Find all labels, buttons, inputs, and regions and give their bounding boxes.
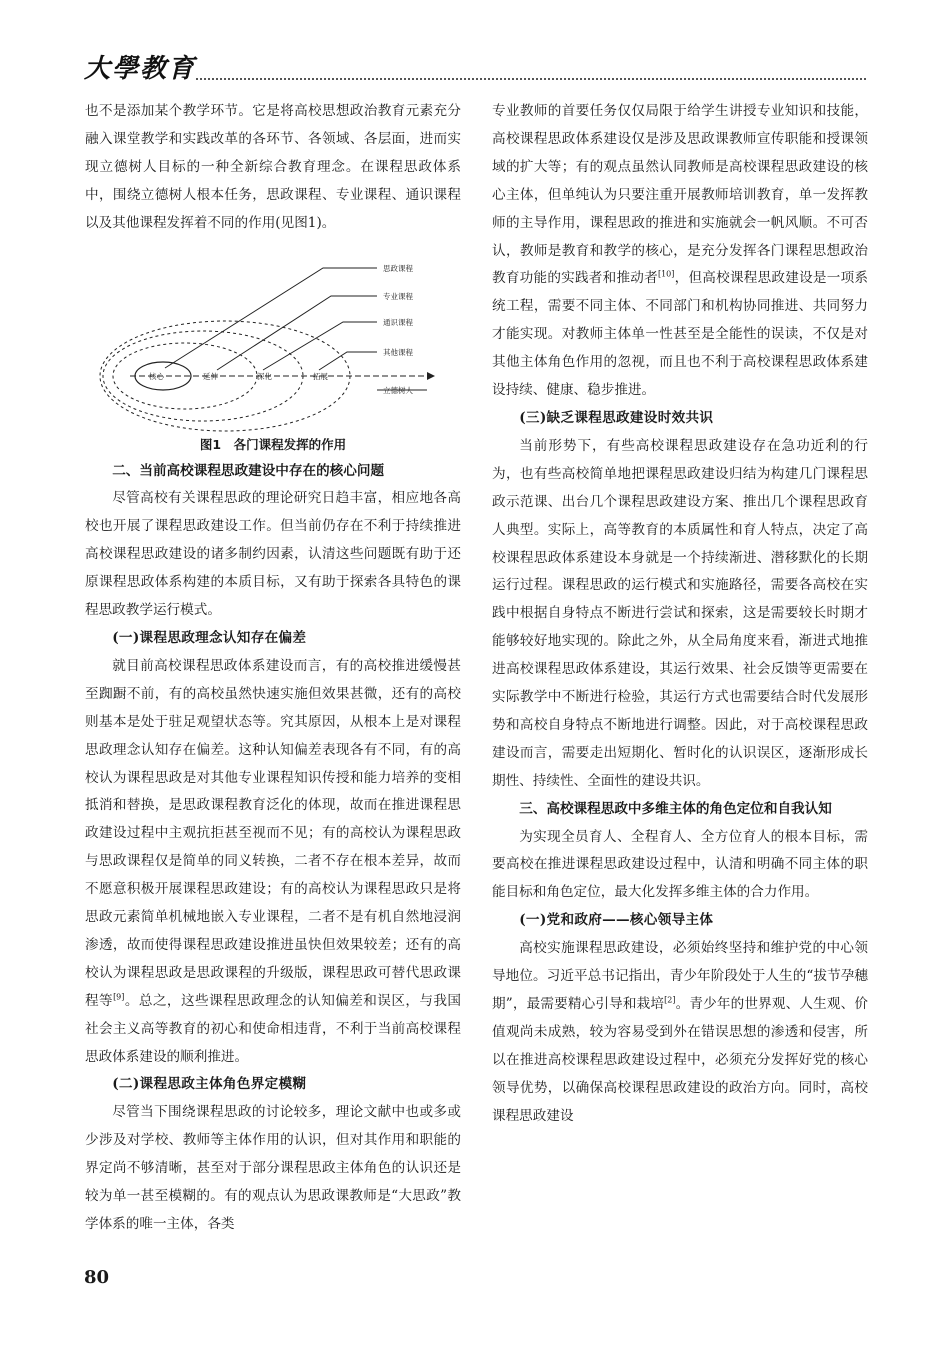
axis-word-expand: 拓展 [313, 371, 328, 381]
paragraph: 高校实施课程思政建设，必须始终坚持和维护党的中心领导地位。习近平总书记指出，青少年阶段处于人生的“拔节孕穗期”，最需要精心引导和栽培[2]。青少年的世界观、人生观、价值观尚未成熟，较为容易受到外在错误思想的渗透和侵害，所以在推进高校课程思政建设过程中，必须充分发挥好党的核心领导优势，以确保高校课程思政建设的政治方向。同时，高校课程思政建设 [492, 940, 869, 1124]
paragraph: 当前形势下，有些高校课程思政建设存在急功近利的行为，也有些高校简单地把课程思政建设归结为构建几门课程思政示范课、出台几个课程思政建设方案、推出几个课程思政育人典型。实际上，高等教育的本质属性和育人特点，决定了高校课程思政体系建设本身就是一个持续渐进、潜移默化的长期运行过程。课程思政的运行模式和实施路径，需要各高校在实践中根据自身特点不断进行尝试和探索，这是需要较长时期才能够较好地实现的。除此之外，从全局角度来看，渐进式地推进高校课程思政体系建设，其运行效果、社会反馈等更需要在实际教学中不断进行检验，其运行方式也需要结合时代发展形势和高校自身特点不断地进行调整。因此，对于高校课程思政建设而言，需要走出短期化、暂时化的认识误区，逐渐形成长期性、持续性、全面性的建设共识。 [492, 437, 868, 789]
label-qita: 其他课程 [383, 347, 413, 357]
subsection-heading: (二)课程思政主体角色界定模糊 [112, 1076, 307, 1093]
section-heading: 二、当前高校课程思政建设中存在的核心问题 [112, 462, 385, 479]
paragraph: 尽管当下围绕课程思政的讨论较多，理论文献中也或多或少涉及对学校、教师等主体作用的认识，但对其作用和职能的界定尚不够清晰，甚至对于部分课程思政主体角色的认识还是较为单一甚至模糊的。有的观点认为思政课教师是“大思政”教学体系的唯一主体，各类 [85, 1104, 461, 1232]
paragraph: 专业教师的首要任务仅仅局限于给学生讲授专业知识和技能，高校课程思政体系建设仅是涉及思政课教师宣传职能和授课领域的扩大等；有的观点虽然认同教师是高校课程思政建设的核心主体，但单纯认为只要注重开展教师培训教育，单一发挥教师的主导作用，课程思政的推进和实施就会一帆风顺。不可否认，教师是教育和教学的核心，是充分发挥各门课程思想政治教育功能的实践者和推动者[10]，但高校课程思政建设是一项系统工程，需要不同主体、不同部门和机构协同推进、共同努力才能实现。对教师主体单一性甚至是全能性的误读，不仅是对其他主体角色作用的忽视，而且也不利于高校课程思政体系建设持续、健康、稳步推进。 [492, 103, 869, 399]
paragraph: 为实现全员育人、全程育人、全方位育人的根本目标，需要高校在推进课程思政建设过程中，认清和明确不同主体的职能目标和角色定位，最大化发挥多维主体的合力作用。 [492, 828, 868, 901]
subsection-heading: (三)缺乏课程思政建设时效共识 [519, 409, 714, 426]
section-heading: 三、高校课程思政中多维主体的角色定位和自我认知 [519, 800, 832, 817]
citation: [10] [657, 269, 675, 279]
subsection-heading: (一)党和政府——核心领导主体 [519, 912, 714, 929]
label-sizheng: 思政课程 [383, 263, 413, 273]
left-column [85, 98, 461, 1239]
axis-word-deepen: 深化 [257, 371, 272, 381]
citation: [9] [113, 992, 125, 1002]
paragraph: 尽管高校有关课程思政的理论研究日趋丰富，相应地各高校也开展了课程思政建设工作。但当前仍存在不利于持续推进高校课程思政建设的诸多制约因素，认清这些问题既有助于还原课程思政体系构建的本质目标，又有助于探索各具特色的课程思政教学运行模式。 [85, 490, 461, 619]
paragraph: 就目前高校课程思政体系建设而言，有的高校推进缓慢甚至踟蹰不前，有的高校虽然快速实施但效果甚微，还有的高校则基本是处于驻足观望状态等。究其原因，从根本上是对课程思政理念认知存在偏差。这种认知偏差表现各有不同，有的高校认为课程思政是对其他专业课程知识传授和能力培养的变相抵消和替换，是思政课程教育泛化的体现，故而在推进课程思政建设过程中主观抗拒甚至视而不见；有的高校认为课程思政与思政课程仅是简单的同义转换，二者不存在根本差异，故而不愿意积极开展课程思政建设；有的高校认为课程思政只是将思政元素简单机械地嵌入专业课程，二者不是有机自然地浸润渗透，故而使得课程思政建设推进虽快但效果较差；还有的高校认为课程思政是思政课程的升级版，课程思政可替代思政课程等[9]。总之，这些课程思政理念的认知偏差和误区，与我国社会主义高等教育的初心和使命相违背，不利于当前高校课程思政体系建设的顺利推进。 [85, 657, 462, 1065]
paragraph: 也不是添加某个教学环节。它是将高校思想政治教育元素充分融入课堂教学和实践改革的各环节、各领域、各层面，进而实现立德树人目标的一种全新综合教育理念。在课程思政体系中，围绕立德树人根本任务，思政课程、专业课程、通识课程以及其他课程发挥着不同的作用(见图1)。 [85, 103, 461, 231]
subsection-heading: (一)课程思政理念认知存在偏差 [112, 629, 307, 646]
label-lide: 立德树人 [383, 385, 413, 395]
axis-word-core: 核心 [149, 371, 164, 381]
page-header [84, 48, 866, 88]
label-zhuanye: 专业课程 [383, 291, 413, 301]
header-dotted-rule [196, 78, 866, 80]
figure-caption: 图1 各门课程发挥的作用 [199, 436, 347, 452]
journal-logo: 大學教育 [84, 54, 197, 84]
figure-1-diagram [85, 242, 461, 432]
leader-line-2 [217, 296, 377, 370]
label-tongshi: 通识课程 [383, 317, 413, 327]
axis-word-extend: 延伸 [203, 371, 218, 381]
right-column [492, 98, 868, 1131]
axis-arrow [427, 372, 435, 380]
page-number: 80 [84, 1267, 110, 1288]
citation: [2] [664, 995, 676, 1005]
figure-1 [85, 242, 461, 432]
